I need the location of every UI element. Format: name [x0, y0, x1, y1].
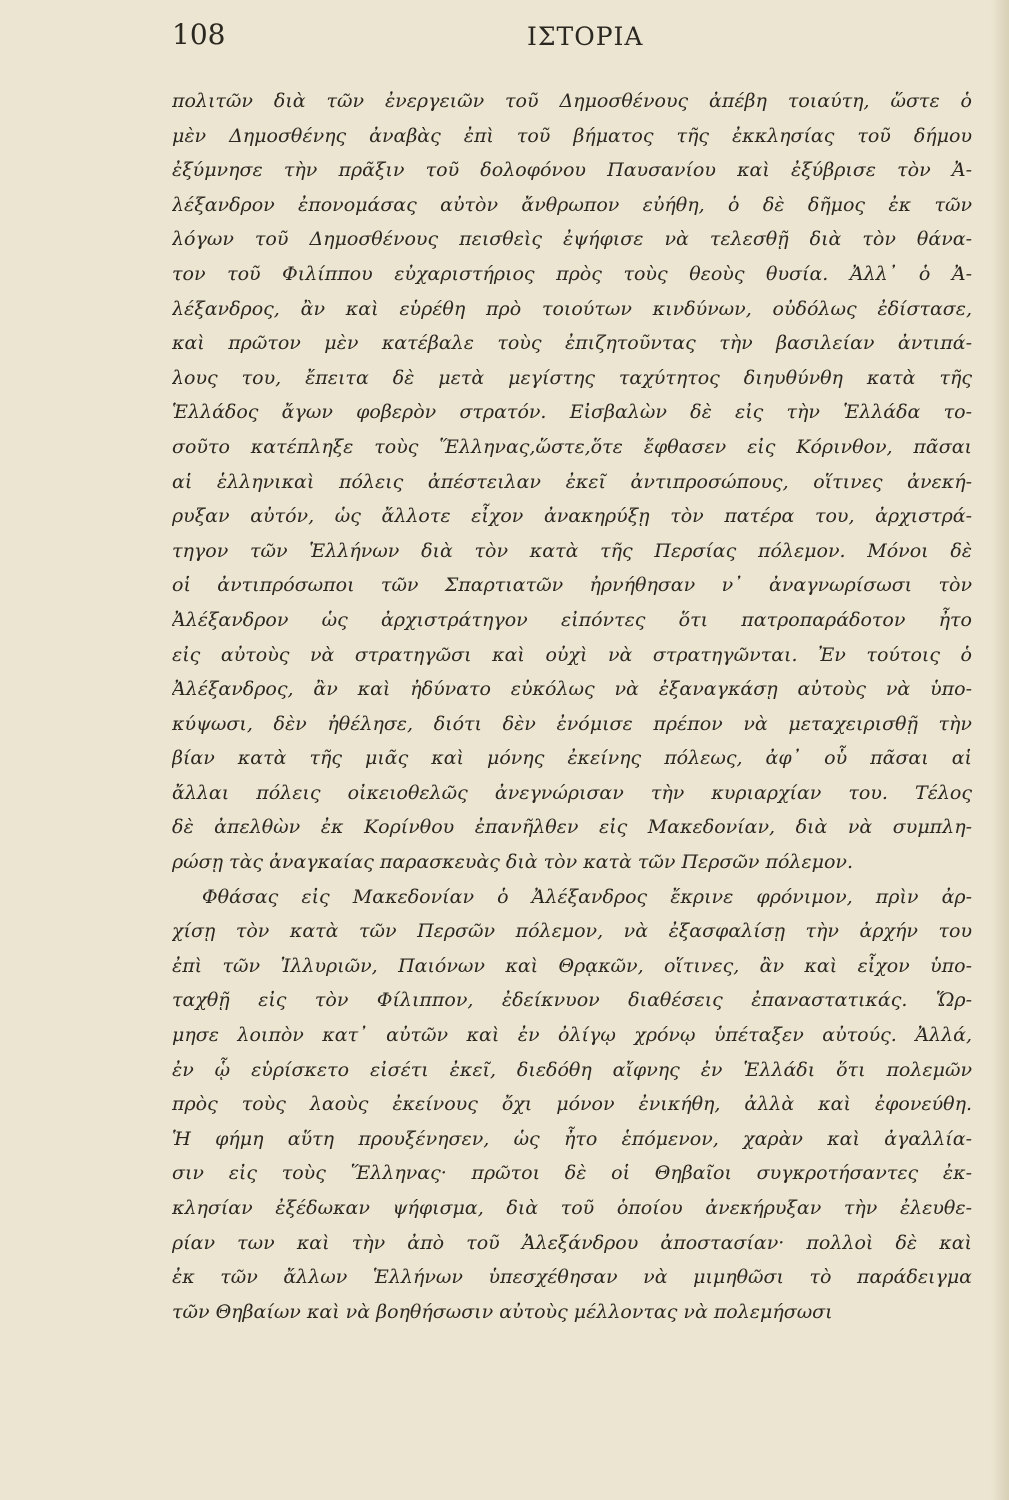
- text-line: λέξανδρον ἐπονομάσας αὐτὸν ἄνθρωπον εὐήθη, ὁ δὲ δῆμος ἐκ τῶν: [172, 193, 972, 216]
- paragraph: [172, 84, 972, 880]
- running-head: ΙΣΤΟΡΙΑ: [527, 22, 644, 51]
- text-line: λέξανδρος, ἂν καὶ εὑρέθη πρὸ τοιούτων κινδύνων, οὐδόλως ἐδίστασε,: [172, 297, 972, 320]
- text-line: σιν εἰς τοὺς Ἕλληνας· πρῶτοι δὲ οἱ Θηβαῖοι συγκροτήσαντες ἐκ-: [172, 1162, 972, 1185]
- text-line: καὶ πρῶτον μὲν κατέβαλε τοὺς ἐπιζητοῦντας τὴν βασιλείαν ἀντιπά-: [172, 332, 972, 355]
- text-line: ἄλλαι πόλεις οἰκειοθελῶς ἀνεγνώρισαν τὴν κυριαρχίαν του. Τέλος: [172, 781, 972, 804]
- text-line: τον τοῦ Φιλίππου εὐχαριστήριος πρὸς τοὺς θεοὺς θυσία. Ἀλλ᾽ ὁ Ἀ-: [172, 262, 972, 285]
- text-line: Ἑλλάδος ἄγων φοβερὸν στρατόν. Εἰσβαλὼν δὲ εἰς τὴν Ἑλλάδα το-: [172, 401, 972, 424]
- text-line: ἐκ τῶν ἄλλων Ἑλλήνων ὑπεσχέθησαν νὰ μιμηθῶσι τὸ παράδειγμα: [172, 1266, 972, 1289]
- text-line: ρώσῃ τὰς ἀναγκαίας παρασκευὰς διὰ τὸν κατὰ τῶν Περσῶν πόλεμον.: [172, 851, 853, 874]
- text-line: πολιτῶν διὰ τῶν ἐνεργειῶν τοῦ Δημοσθένους ἀπέβη τοιαύτη, ὥστε ὁ: [172, 90, 972, 112]
- page-number: 108: [172, 18, 226, 51]
- text-line: αἱ ἑλληνικαὶ πόλεις ἀπέστειλαν ἐκεῖ ἀντιπροσώπους, οἵτινες ἀνεκή-: [172, 470, 972, 493]
- text-line: μησε λοιπὸν κατ᾽ αὐτῶν καὶ ἐν ὀλίγῳ χρόνῳ ὑπέταξεν αὐτούς. Ἀλλά,: [172, 1024, 972, 1047]
- text-line: δὲ ἀπελθὼν ἐκ Κορίνθου ἐπανῆλθεν εἰς Μακεδονίαν, διὰ νὰ συμπλη-: [172, 816, 972, 839]
- text-line: κύψωσι, δὲν ἠθέλησε, διότι δὲν ἐνόμισε πρέπον νὰ μεταχειρισθῇ τὴν: [172, 712, 972, 735]
- text-line: κλησίαν ἐξέδωκαν ψήφισμα, διὰ τοῦ ὁποίου ἀνεκήρυξαν τὴν ἐλευθε-: [172, 1197, 972, 1219]
- text-line: ρίαν των καὶ τὴν ἀπὸ τοῦ Ἀλεξάνδρου ἀποστασίαν· πολλοὶ δὲ καὶ: [172, 1231, 972, 1254]
- text-line: ταχθῇ εἰς τὸν Φίλιππον, ἐδείκνυον διαθέσεις ἐπαναστατικάς. Ὥρ-: [172, 989, 972, 1012]
- text-line: ρυξαν αὐτόν, ὡς ἄλλοτε εἶχον ἀνακηρύξῃ τὸν πατέρα του, ἀρχιστρά-: [172, 505, 972, 528]
- text-line: οἱ ἀντιπρόσωποι τῶν Σπαρτιατῶν ἠρνήθησαν ν᾽ ἀναγνωρίσωσι τὸν: [172, 574, 972, 597]
- text-line: βίαν κατὰ τῆς μιᾶς καὶ μόνης ἐκείνης πόλεως, ἀφ᾽ οὗ πᾶσαι αἱ: [172, 747, 972, 770]
- text-line: Ἀλέξανδρος, ἂν καὶ ἠδύνατο εὐκόλως νὰ ἐξαναγκάσῃ αὐτοὺς νὰ ὑπο-: [172, 678, 972, 701]
- text-line: ἐν ᾧ εὑρίσκετο εἰσέτι ἐκεῖ, διεδόθη αἴφνης ἐν Ἑλλάδι ὅτι πολεμῶν: [172, 1058, 972, 1081]
- text-line: Ἀλέξανδρον ὡς ἀρχιστράτηγον εἰπόντες ὅτι πατροπαράδοτον ἦτο: [172, 608, 972, 631]
- text-line: Ἡ φήμη αὕτη προυξένησεν, ὡς ἦτο ἑπόμενον, χαρὰν καὶ ἀγαλλία-: [172, 1127, 972, 1150]
- text-line: εἰς αὐτοὺς νὰ στρατηγῶσι καὶ οὐχὶ νὰ στρατηγῶνται. Ἐν τούτοις ὁ: [172, 643, 972, 666]
- text-line: πρὸς τοὺς λαοὺς ἐκείνους ὄχι μόνον ἐνικήθη, ἀλλὰ καὶ ἐφονεύθη.: [172, 1093, 972, 1116]
- text-line: Φθάσας εἰς Μακεδονίαν ὁ Ἀλέξανδρος ἔκρινε φρόνιμον, πρὶν ἀρ-: [202, 885, 972, 908]
- text-line: ἐξύμνησε τὴν πρᾶξιν τοῦ δολοφόνου Παυσανίου καὶ ἐξύβρισε τὸν Ἀ-: [172, 159, 972, 182]
- text-line: χίσῃ τὸν κατὰ τῶν Περσῶν πόλεμον, νὰ ἐξασφαλίσῃ τὴν ἀρχήν του: [172, 920, 972, 943]
- text-line: μὲν Δημοσθένης ἀναβὰς ἐπὶ τοῦ βήματος τῆς ἐκκλησίας τοῦ δήμου: [172, 124, 972, 147]
- text-line: τῶν Θηβαίων καὶ νὰ βοηθήσωσιν αὐτοὺς μέλλοντας νὰ πολεμήσωσι: [172, 1300, 833, 1323]
- text-line: σοῦτο κατέπληξε τοὺς Ἕλληνας,ὥστε,ὅτε ἔφθασεν εἰς Κόρινθον, πᾶσαι: [172, 435, 972, 458]
- paragraph: [172, 880, 972, 1330]
- text-line: ἐπὶ τῶν Ἰλλυριῶν, Παιόνων καὶ Θρᾳκῶν, οἵτινες, ἂν καὶ εἶχον ὑπο-: [172, 954, 972, 977]
- page-header: [172, 18, 969, 60]
- page-edge: [991, 0, 1009, 1500]
- text-line: τηγον τῶν Ἑλλήνων διὰ τὸν κατὰ τῆς Περσίας πόλεμον. Μόνοι δὲ: [172, 539, 972, 562]
- text-line: λους του, ἔπειτα δὲ μετὰ μεγίστης ταχύτητος διηυθύνθη κατὰ τῆς: [172, 366, 972, 389]
- text-line: λόγων τοῦ Δημοσθένους πεισθεὶς ἐψήφισε νὰ τελεσθῇ διὰ τὸν θάνα-: [172, 228, 972, 251]
- body-text: [172, 84, 972, 1329]
